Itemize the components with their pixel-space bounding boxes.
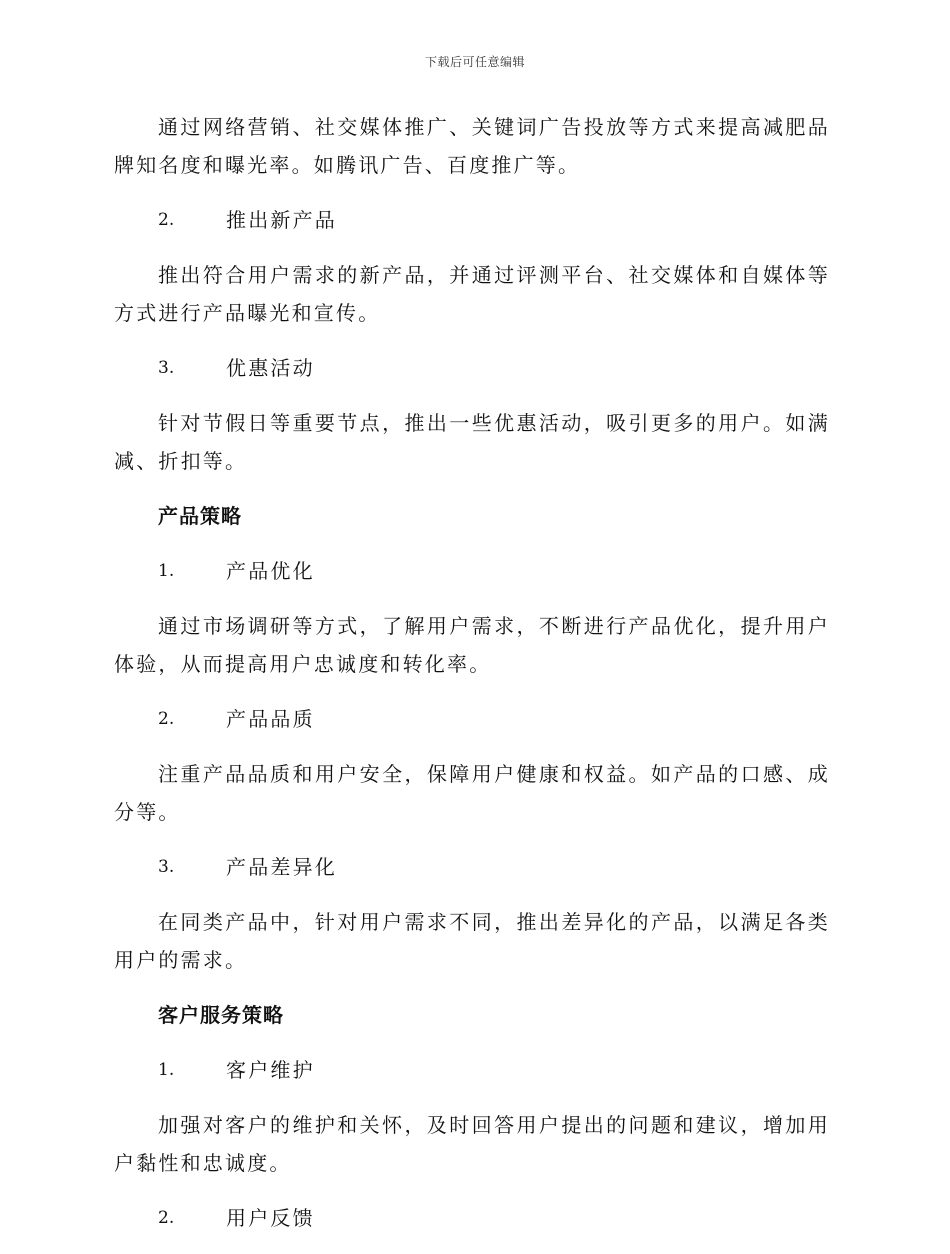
list-item-product-differentiation bbox=[114, 848, 830, 886]
paragraph-product-differentiation: 在同类产品中，针对用户需求不同，推出差异化的产品，以满足各类用户的需求。 bbox=[114, 910, 830, 972]
list-number: 1. bbox=[158, 1060, 175, 1080]
document-body bbox=[114, 108, 830, 1254]
paragraph-product-optimization: 通过市场调研等方式，了解用户需求，不断进行产品优化，提升用户体验，从而提高用户忠诚度和转化率。 bbox=[114, 614, 830, 676]
list-number: 1. bbox=[158, 561, 175, 581]
list-label: 产品差异化 bbox=[226, 855, 337, 879]
list-item-product-quality bbox=[114, 700, 830, 738]
list-item-customer-maintenance bbox=[114, 1051, 830, 1089]
paragraph-product-quality: 注重产品品质和用户安全，保障用户健康和权益。如产品的口感、成分等。 bbox=[114, 762, 830, 824]
paragraph-customer-maintenance: 加强对客户的维护和关怀，及时回答用户提出的问题和建议，增加用户黏性和忠诚度。 bbox=[114, 1113, 830, 1175]
section-heading-customer-service: 客户服务策略 bbox=[158, 1003, 284, 1027]
list-number: 2. bbox=[158, 210, 175, 230]
list-label: 产品优化 bbox=[226, 559, 315, 583]
list-label: 用户反馈 bbox=[226, 1206, 315, 1230]
list-item-product-optimization bbox=[114, 552, 830, 590]
page-header: 下载后可任意编辑 bbox=[424, 55, 525, 69]
list-label: 优惠活动 bbox=[226, 356, 315, 380]
list-label: 产品品质 bbox=[226, 707, 315, 731]
section-heading-product-strategy: 产品策略 bbox=[158, 504, 242, 528]
paragraph-new-products: 推出符合用户需求的新产品，并通过评测平台、社交媒体和自媒体等方式进行产品曝光和宣传。 bbox=[114, 263, 830, 325]
list-number: 3. bbox=[158, 358, 175, 378]
paragraph-promotions: 针对节假日等重要节点，推出一些优惠活动，吸引更多的用户。如满减、折扣等。 bbox=[114, 411, 830, 473]
list-number: 2. bbox=[158, 1208, 175, 1228]
list-label: 客户维护 bbox=[226, 1058, 315, 1082]
list-number: 3. bbox=[158, 857, 175, 877]
list-item-promotions bbox=[114, 349, 830, 387]
list-label: 推出新产品 bbox=[226, 208, 337, 232]
list-number: 2. bbox=[158, 709, 175, 729]
paragraph-online-marketing: 通过网络营销、社交媒体推广、关键词广告投放等方式来提高减肥品牌知名度和曝光率。如腾讯广告、百度推广等。 bbox=[114, 115, 830, 177]
list-item-user-feedback bbox=[114, 1199, 830, 1237]
list-item-new-products bbox=[114, 201, 830, 239]
